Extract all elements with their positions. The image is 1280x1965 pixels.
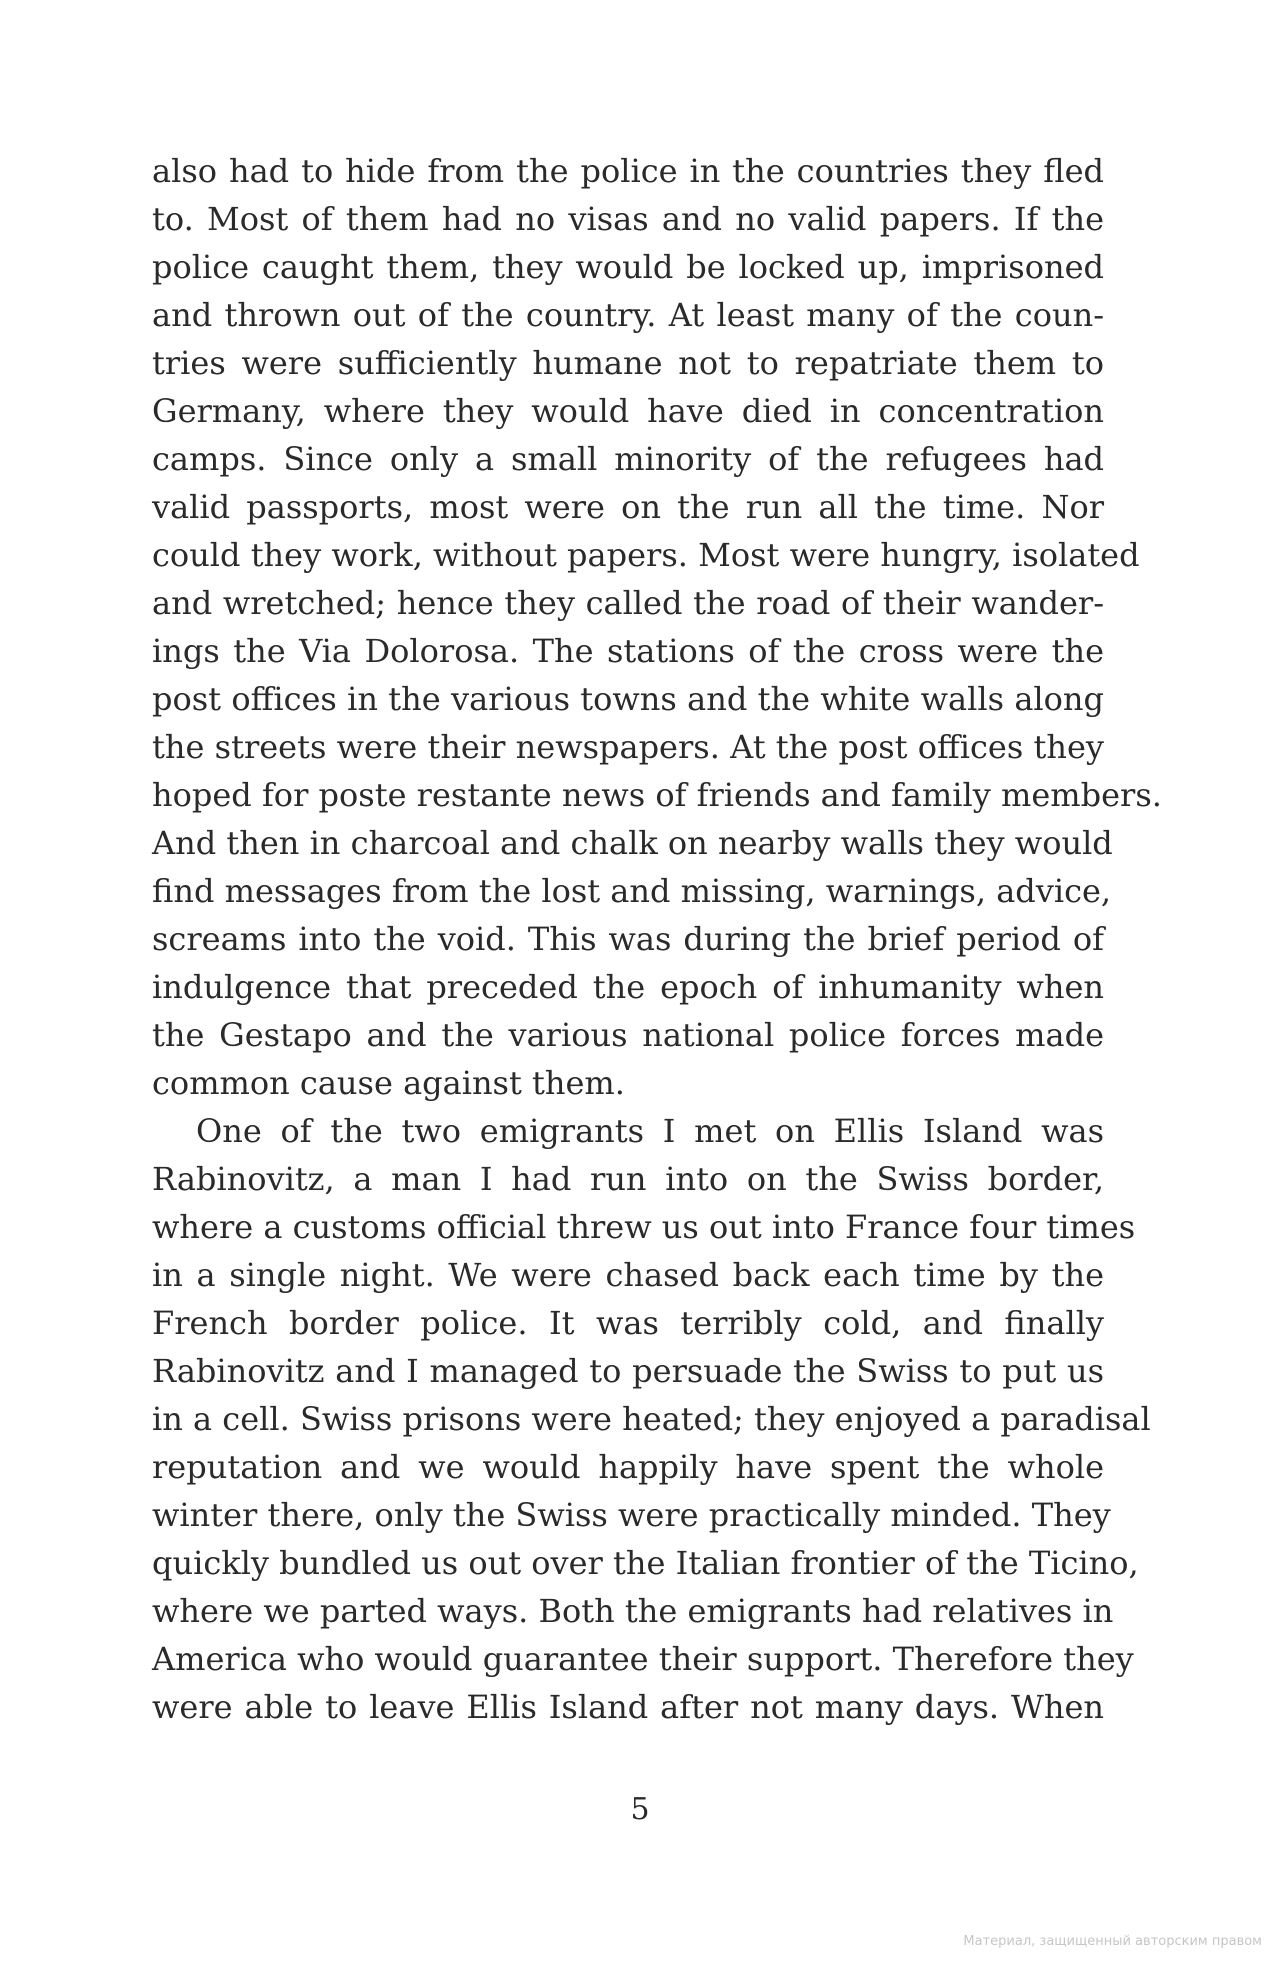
text-line: the streets were their newspapers. At the post offices they bbox=[152, 728, 1104, 766]
text-line: America who would guarantee their support. Therefore they bbox=[152, 1640, 1134, 1678]
text-line: to. Most of them had no visas and no valid papers. If the bbox=[152, 200, 1104, 238]
paragraph bbox=[152, 147, 1162, 1107]
text-line: in a single night. We were chased back each time by the bbox=[152, 1256, 1104, 1294]
text-line: post offices in the various towns and the white walls along bbox=[152, 680, 1104, 718]
text-line: police caught them, they would be locked up, imprisoned bbox=[152, 248, 1104, 286]
text-line: were able to leave Ellis Island after not many days. When bbox=[152, 1688, 1104, 1726]
text-line: indulgence that preceded the epoch of inhumanity when bbox=[152, 968, 1104, 1006]
text-line: where we parted ways. Both the emigrants had relatives in bbox=[152, 1592, 1114, 1630]
text-line: reputation and we would happily have spent the whole bbox=[152, 1448, 1104, 1486]
paragraph bbox=[152, 1107, 1151, 1731]
text-line: and thrown out of the country. At least many of the coun- bbox=[152, 296, 1104, 334]
text-line: the Gestapo and the various national police forces made bbox=[152, 1016, 1104, 1054]
text-line: screams into the void. This was during the brief period of bbox=[152, 920, 1104, 958]
text-line: common cause against them. bbox=[152, 1064, 625, 1102]
text-line: valid passports, most were on the run all the time. Nor bbox=[152, 488, 1104, 526]
text-line: hoped for poste restante news of friends and family members. bbox=[152, 776, 1162, 814]
text-line: camps. Since only a small minority of the refugees had bbox=[152, 440, 1104, 478]
text-line: Rabinovitz, a man I had run into on the Swiss border, bbox=[152, 1160, 1104, 1198]
text-line: Germany, where they would have died in concentration bbox=[152, 392, 1104, 430]
text-line: in a cell. Swiss prisons were heated; they enjoyed a paradisal bbox=[152, 1400, 1151, 1438]
text-line: ings the Via Dolorosa. The stations of the cross were the bbox=[152, 632, 1104, 670]
text-line: French border police. It was terribly cold, and finally bbox=[152, 1304, 1104, 1342]
text-line: where a customs official threw us out into France four times bbox=[152, 1208, 1136, 1246]
text-line: find messages from the lost and missing, warnings, advice, bbox=[152, 872, 1112, 910]
text-line: winter there, only the Swiss were practically minded. They bbox=[152, 1496, 1111, 1534]
page-number: 5 bbox=[630, 1792, 650, 1827]
text-line: And then in charcoal and chalk on nearby walls they would bbox=[152, 824, 1113, 862]
text-line: also had to hide from the police in the countries they fled bbox=[152, 152, 1104, 190]
text-line: Rabinovitz and I managed to persuade the Swiss to put us bbox=[152, 1352, 1104, 1390]
text-line: quickly bundled us out over the Italian frontier of the Ticino, bbox=[152, 1544, 1139, 1582]
text-line: and wretched; hence they called the road of their wander- bbox=[152, 584, 1104, 622]
copyright-watermark: Материал, защищенный авторским правом bbox=[963, 1934, 1262, 1949]
text-line: could they work, without papers. Most were hungry, isolated bbox=[152, 536, 1140, 574]
text-line: tries were sufficiently humane not to repatriate them to bbox=[152, 344, 1104, 382]
body-text bbox=[152, 147, 1162, 1731]
text-line: One of the two emigrants I met on Ellis Island was bbox=[196, 1112, 1104, 1150]
